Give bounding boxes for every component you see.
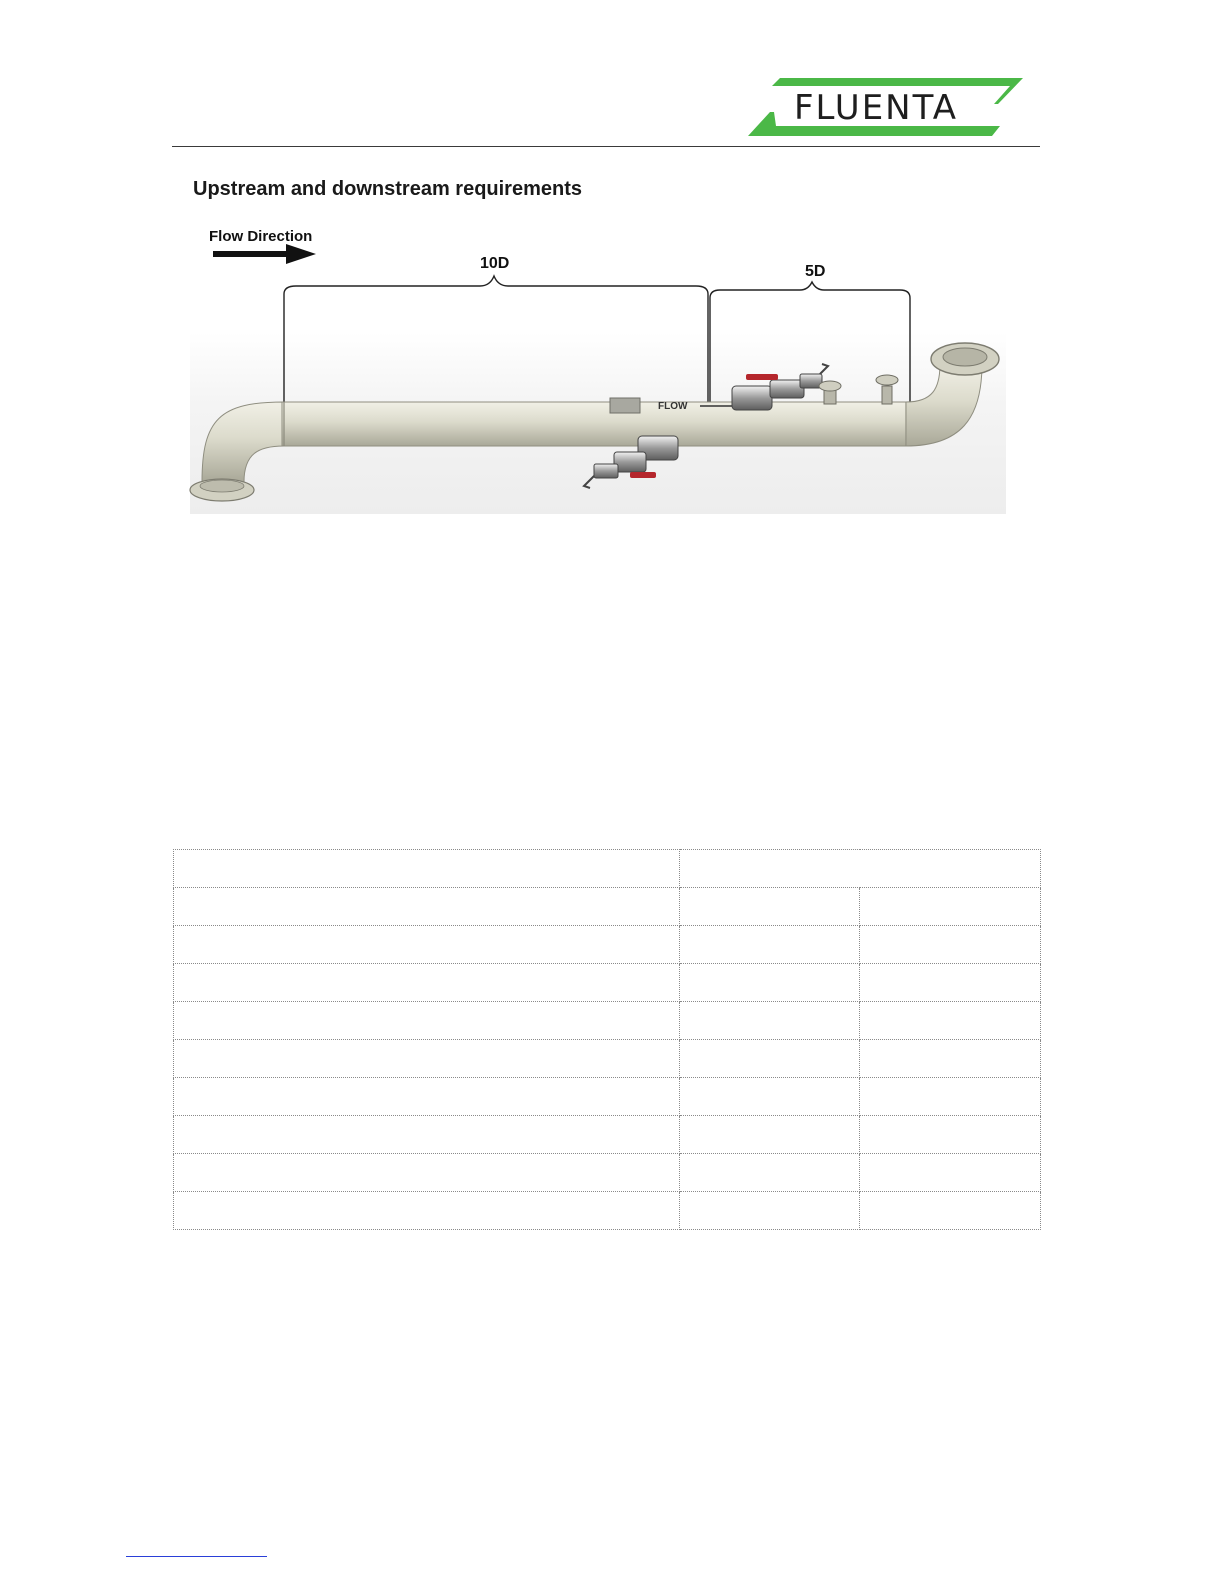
upper-valve-handle: [746, 374, 778, 380]
table-cell: [174, 1078, 680, 1116]
table-cell: [174, 1192, 680, 1230]
table-cell: [174, 850, 680, 888]
table-cell: [680, 1040, 860, 1078]
table-cell: [680, 1192, 860, 1230]
footer-link[interactable]: [126, 1556, 267, 1557]
table-row: [174, 850, 1041, 888]
table-row: [174, 1078, 1041, 1116]
table-row: [174, 1040, 1041, 1078]
table-cell: [680, 964, 860, 1002]
table-cell: [174, 1154, 680, 1192]
table-cell: [860, 1040, 1041, 1078]
section-title: Upstream and downstream requirements: [193, 178, 582, 200]
table-cell: [860, 1002, 1041, 1040]
svg-text:FLUENTA: FLUENTA: [794, 88, 958, 128]
downstream-length-label: 5D: [805, 263, 826, 280]
table-row: [174, 1192, 1041, 1230]
table-row: [174, 1154, 1041, 1192]
table-row: [174, 1116, 1041, 1154]
table-cell: [680, 888, 860, 926]
lower-valve-handle: [630, 472, 656, 478]
table-cell: [860, 1154, 1041, 1192]
header-divider: [172, 146, 1040, 147]
table-row: [174, 888, 1041, 926]
table-cell: [174, 888, 680, 926]
table-cell: [860, 1078, 1041, 1116]
table-cell: [174, 964, 680, 1002]
table-cell: [680, 1002, 860, 1040]
table-cell: [174, 1002, 680, 1040]
table-cell: [174, 1040, 680, 1078]
table-cell: [860, 1116, 1041, 1154]
table-cell: [860, 926, 1041, 964]
table-row: [174, 1002, 1041, 1040]
flow-direction-arrow-icon: [213, 244, 316, 264]
table-cell: [680, 1078, 860, 1116]
meter-box: [610, 398, 640, 413]
table-cell: [860, 888, 1041, 926]
table-row: [174, 964, 1041, 1002]
table-cell: [860, 964, 1041, 1002]
table-cell: [680, 1154, 860, 1192]
flow-direction-label: Flow Direction: [209, 228, 313, 245]
table-cell: [174, 926, 680, 964]
table-cell: [860, 1192, 1041, 1230]
requirements-table: [173, 849, 1041, 1230]
upstream-length-label: 10D: [480, 255, 510, 272]
table-cell: [174, 1116, 680, 1154]
table-cell: [680, 926, 860, 964]
table-cell: [680, 850, 1041, 888]
pipe-installation-diagram: [180, 214, 1010, 519]
table-cell: [680, 1116, 860, 1154]
fluenta-logo: [748, 76, 1028, 138]
table-row: [174, 926, 1041, 964]
pipe-flow-label: FLOW: [658, 401, 688, 412]
